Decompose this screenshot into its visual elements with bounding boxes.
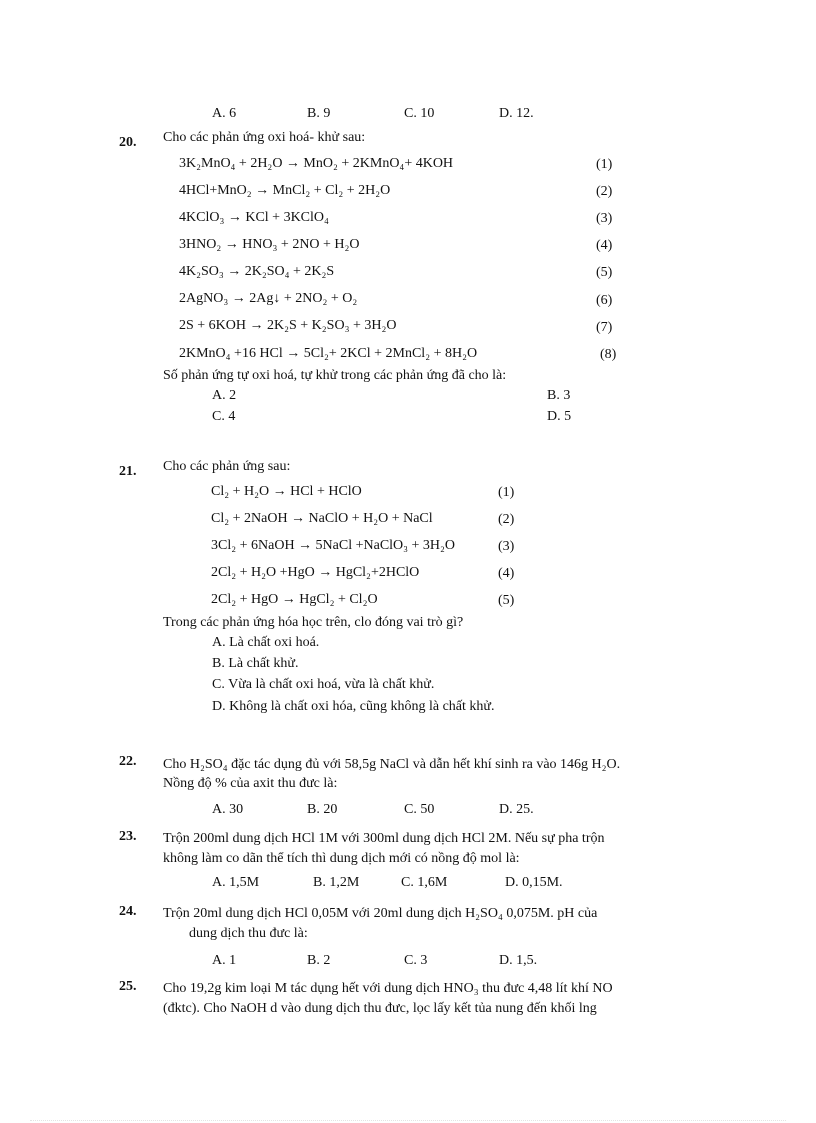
- q21-reaction-2: Cl₂ + 2NaOH → NaClO + H₂O + NaCl: [211, 511, 433, 526]
- q19-option-d: D. 12.: [499, 106, 534, 121]
- q20-reaction-8: 2KMnO₄ +16 HCl → 5Cl₂+ 2KCl + 2MnCl₂ + 8H₂O: [179, 346, 478, 361]
- q21-option-c: C. Vừa là chất oxi hoá, vừa là chất khử.: [212, 677, 435, 692]
- question-number-21: 21.: [119, 464, 137, 479]
- page-bottom-border: [30, 1120, 786, 1121]
- q20-reaction-1: 3K₂MnO₄ + 2H₂O → MnO₂ + 2KMnO₄+ 4KOH: [179, 156, 454, 171]
- question-number-24: 24.: [119, 904, 137, 919]
- q19-option-c: C. 10: [404, 106, 435, 121]
- q22-option-d: D. 25.: [499, 802, 534, 817]
- q21-reaction-1: Cl₂ + H₂O → HCl + HClO: [211, 484, 362, 499]
- q21-option-b: B. Là chất khử.: [212, 656, 299, 671]
- q24-option-a: A. 1: [212, 953, 237, 968]
- q23-option-a: A. 1,5M: [212, 875, 260, 890]
- q20-option-d: D. 5: [547, 409, 572, 424]
- q20-reaction-5-number: (5): [596, 265, 613, 280]
- q21-option-a: A. Là chất oxi hoá.: [212, 635, 320, 650]
- q21-reaction-3-number: (3): [498, 539, 515, 554]
- q21-option-d: D. Không là chất oxi hóa, cũng không là chất khử.: [212, 699, 495, 714]
- q20-reaction-4: 3HNO₂ → HNO₃ + 2NO + H₂O: [179, 237, 360, 252]
- q23-option-b: B. 1,2M: [313, 875, 360, 890]
- q24-line-2: dung dịch thu đưc là:: [189, 926, 308, 941]
- q22-option-c: C. 50: [404, 802, 435, 817]
- q20-reaction-6: 2AgNO₃ → 2Ag↓ + 2NO₂ + O₂: [179, 291, 358, 306]
- q20-reaction-7-number: (7): [596, 320, 613, 335]
- q22-option-a: A. 30: [212, 802, 244, 817]
- q21-reaction-4-number: (4): [498, 566, 515, 581]
- question-number-25: 25.: [119, 979, 137, 994]
- q21-reaction-5: 2Cl₂ + HgO → HgCl₂ + Cl₂O: [211, 592, 378, 607]
- question-number-22: 22.: [119, 754, 137, 769]
- q20-reaction-4-number: (4): [596, 238, 613, 253]
- q20-reaction-2-number: (2): [596, 184, 613, 199]
- q19-option-a: A. 6: [212, 106, 237, 121]
- q19-option-b: B. 9: [307, 106, 331, 121]
- question-number-20: 20.: [119, 135, 137, 150]
- q20-reaction-8-number: (8): [600, 347, 617, 362]
- q25-line-1: Cho 19,2g kim loại M tác dụng hết với dung dịch HNO₃ thu đưc 4,48 lít khí NO: [163, 981, 613, 996]
- q22-option-b: B. 20: [307, 802, 338, 817]
- q23-option-c: C. 1,6M: [401, 875, 448, 890]
- q21-question: Trong các phản ứng hóa học trên, clo đóng vai trò gì?: [163, 615, 464, 630]
- q24-option-c: C. 3: [404, 953, 428, 968]
- q21-reaction-1-number: (1): [498, 485, 515, 500]
- q21-prompt: Cho các phản ứng sau:: [163, 459, 291, 474]
- q20-prompt: Cho các phản ứng oxi hoá- khử sau:: [163, 130, 366, 145]
- q20-reaction-2: 4HCl+MnO₂ → MnCl₂ + Cl₂ + 2H₂O: [179, 183, 391, 198]
- q21-reaction-2-number: (2): [498, 512, 515, 527]
- q20-reaction-6-number: (6): [596, 293, 613, 308]
- q25-line-2: (đktc). Cho NaOH d vào dung dịch thu đưc, lọc lấy kết tủa nung đến khối lng: [163, 1001, 597, 1016]
- q23-option-d: D. 0,15M.: [505, 875, 563, 890]
- q20-question: Số phản ứng tự oxi hoá, tự khử trong các phản ứng đã cho là:: [163, 368, 507, 383]
- q20-option-b: B. 3: [547, 388, 571, 403]
- q21-reaction-5-number: (5): [498, 593, 515, 608]
- q23-line-2: không làm co dãn thể tích thì dung dịch mới có nồng độ mol là:: [163, 851, 520, 866]
- q20-option-c: C. 4: [212, 409, 236, 424]
- q24-option-d: D. 1,5.: [499, 953, 538, 968]
- q21-reaction-3: 3Cl₂ + 6NaOH → 5NaCl +NaClO₃ + 3H₂O: [211, 538, 456, 553]
- q20-reaction-7: 2S + 6KOH → 2K₂S + K₂SO₃ + 3H₂O: [179, 318, 397, 333]
- q20-reaction-3: 4KClO₃ → KCl + 3KClO₄: [179, 210, 329, 225]
- q20-reaction-3-number: (3): [596, 211, 613, 226]
- q22-line-2: Nồng độ % của axit thu đưc là:: [163, 776, 338, 791]
- q20-reaction-5: 4K₂SO₃ → 2K₂SO₄ + 2K₂S: [179, 264, 335, 279]
- q21-reaction-4: 2Cl₂ + H₂O +HgO → HgCl₂+2HClO: [211, 565, 420, 580]
- q24-line-1: Trộn 20ml dung dịch HCl 0,05M với 20ml dung dịch H₂SO₄ 0,075M. pH của: [163, 906, 598, 921]
- q20-option-a: A. 2: [212, 388, 237, 403]
- q23-line-1: Trộn 200ml dung dịch HCl 1M với 300ml dung dịch HCl 2M. Nếu sự pha trộn: [163, 831, 605, 846]
- q20-reaction-1-number: (1): [596, 157, 613, 172]
- q22-line-1: Cho H₂SO₄ đặc tác dụng đủ với 58,5g NaCl và dẫn hết khí sinh ra vào 146g H₂O.: [163, 757, 621, 772]
- q24-option-b: B. 2: [307, 953, 331, 968]
- question-number-23: 23.: [119, 829, 137, 844]
